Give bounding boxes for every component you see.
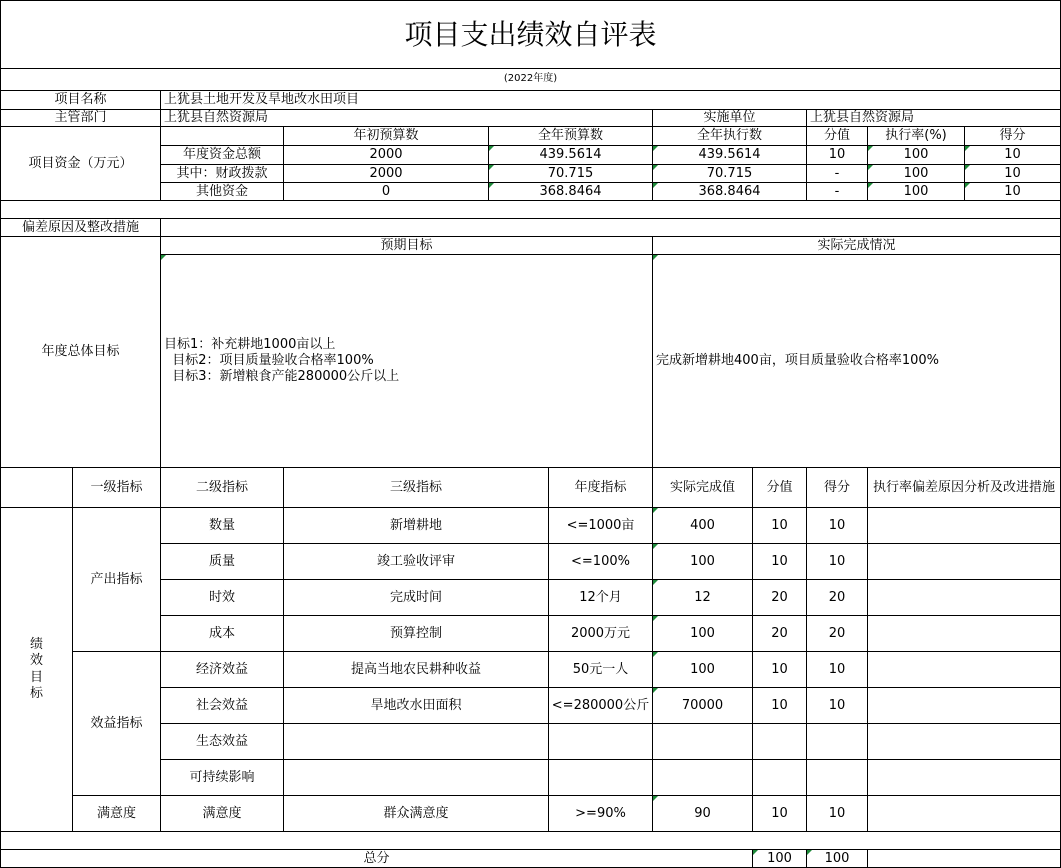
funds-row-annual: 439.5614 (488, 145, 653, 165)
impl-label: 实施单位 (652, 109, 807, 127)
actual-goal-header: 实际完成情况 (652, 236, 1061, 255)
spacer-row (0, 200, 1061, 219)
row-score: 20 (806, 615, 868, 652)
funds-row-rate: 100 (867, 182, 965, 201)
project-name-value: 上犹县土地开发及旱地改水田项目 (160, 90, 1061, 110)
funds-header-executed: 全年执行数 (652, 126, 807, 146)
funds-row-annual: 368.8464 (488, 182, 653, 201)
row-score: 10 (806, 543, 868, 580)
perf-char: 目 (29, 669, 43, 685)
row-level2: 满意度 (160, 795, 284, 832)
row-analysis (867, 723, 1061, 760)
row-actual: 100 (652, 651, 753, 688)
row-score-value: 10 (752, 795, 807, 832)
funds-row-rate: 100 (867, 164, 965, 183)
benefit-indicator-label: 效益指标 (72, 651, 161, 796)
year-note: (2022年度) (0, 68, 1061, 91)
row-actual: 100 (652, 615, 753, 652)
row-score-value: 10 (752, 687, 807, 724)
row-score-value (752, 723, 807, 760)
row-score: 10 (806, 795, 868, 832)
row-level3: 竣工验收评审 (283, 543, 549, 580)
row-level2: 成本 (160, 615, 284, 652)
performance-goal-label (0, 507, 73, 832)
funds-row-annual: 70.715 (488, 164, 653, 183)
row-actual (652, 723, 753, 760)
header-annual: 年度指标 (548, 467, 653, 508)
row-level3 (283, 723, 549, 760)
row-annual (548, 723, 653, 760)
row-level2: 时效 (160, 579, 284, 616)
row-score-value: 10 (752, 651, 807, 688)
expected-goal-cell (160, 254, 653, 468)
actual-goal-text: 完成新增耕地400亩，项目质量验收合格率100% (652, 254, 1061, 468)
header-actual: 实际完成值 (652, 467, 753, 508)
row-annual (548, 759, 653, 796)
indicator-header-blank (0, 467, 73, 508)
row-level2: 可持续影响 (160, 759, 284, 796)
funds-header-blank (160, 126, 284, 146)
page-title: 项目支出绩效自评表 (0, 0, 1061, 69)
row-score: 10 (806, 507, 868, 544)
total-label: 总分 (0, 849, 753, 868)
row-analysis (867, 795, 1061, 832)
funds-row-name: 年度资金总额 (160, 145, 284, 165)
row-score-value: 10 (752, 543, 807, 580)
row-level2: 社会效益 (160, 687, 284, 724)
row-actual: 90 (652, 795, 753, 832)
funds-row-executed: 70.715 (652, 164, 807, 183)
row-actual: 400 (652, 507, 753, 544)
row-level2: 经济效益 (160, 651, 284, 688)
header-level2: 二级指标 (160, 467, 284, 508)
funds-row-rate: 100 (867, 145, 965, 165)
row-analysis (867, 651, 1061, 688)
row-annual: <=100% (548, 543, 653, 580)
row-analysis (867, 507, 1061, 544)
row-level3: 旱地改水田面积 (283, 687, 549, 724)
row-analysis (867, 615, 1061, 652)
funds-header-annual: 全年预算数 (488, 126, 653, 146)
row-score-value: 10 (752, 507, 807, 544)
row-level3 (283, 759, 549, 796)
impl-value: 上犹县自然资源局 (806, 109, 1061, 127)
dept-label: 主管部门 (0, 109, 161, 127)
funds-row-score: 10 (964, 145, 1061, 165)
row-score-value: 20 (752, 579, 807, 616)
row-level2: 数量 (160, 507, 284, 544)
row-annual: 12个月 (548, 579, 653, 616)
funds-header-score-value: 分值 (806, 126, 868, 146)
row-analysis (867, 687, 1061, 724)
row-actual (652, 759, 753, 796)
row-annual: <=1000亩 (548, 507, 653, 544)
row-score-value (752, 759, 807, 796)
funds-header-rate: 执行率(%) (867, 126, 965, 146)
funds-label: 项目资金（万元） (0, 126, 161, 201)
header-score: 得分 (806, 467, 868, 508)
funds-row-executed: 439.5614 (652, 145, 807, 165)
row-analysis (867, 543, 1061, 580)
deviation-label: 偏差原因及整改措施 (0, 218, 161, 237)
row-annual: <=280000公斤 (548, 687, 653, 724)
dept-value: 上犹县自然资源局 (160, 109, 653, 127)
row-analysis (867, 579, 1061, 616)
header-level3: 三级指标 (283, 467, 549, 508)
row-annual: 50元一人 (548, 651, 653, 688)
row-level2: 生态效益 (160, 723, 284, 760)
funds-row-initial: 2000 (283, 164, 489, 183)
expected-goal-header: 预期目标 (160, 236, 653, 255)
funds-row-executed: 368.8464 (652, 182, 807, 201)
perf-char: 效 (29, 653, 43, 669)
row-level3: 提高当地农民耕种收益 (283, 651, 549, 688)
row-score: 10 (806, 687, 868, 724)
row-score-value: 20 (752, 615, 807, 652)
total-analysis (867, 849, 1061, 868)
row-annual: >=90% (548, 795, 653, 832)
header-analysis: 执行率偏差原因分析及改进措施 (867, 467, 1061, 508)
funds-row-score-value: - (806, 164, 868, 183)
funds-row-name: 其他资金 (160, 182, 284, 201)
row-actual: 12 (652, 579, 753, 616)
total-score: 100 (806, 849, 868, 868)
expected-goal-text: 目标1：补充耕地1000亩以上 目标2：项目质量验收合格率100% 目标3：新增粮食产能280000公斤以上 (164, 336, 400, 385)
funds-row-initial: 2000 (283, 145, 489, 165)
funds-row-score: 10 (964, 182, 1061, 201)
row-level3: 新增耕地 (283, 507, 549, 544)
funds-row-score-value: 10 (806, 145, 868, 165)
annual-goal-label: 年度总体目标 (0, 236, 161, 468)
spacer-row (0, 831, 1061, 850)
funds-row-score-value: - (806, 182, 868, 201)
output-indicator-label: 产出指标 (72, 507, 161, 652)
perf-char: 绩 (29, 637, 43, 652)
header-score-value: 分值 (752, 467, 807, 508)
row-analysis (867, 759, 1061, 796)
header-level1: 一级指标 (72, 467, 161, 508)
row-score: 20 (806, 579, 868, 616)
row-annual: 2000万元 (548, 615, 653, 652)
total-score-value: 100 (752, 849, 807, 868)
row-score (806, 759, 868, 796)
satisfaction-indicator-label: 满意度 (72, 795, 161, 832)
project-name-label: 项目名称 (0, 90, 161, 110)
deviation-value (160, 218, 1061, 237)
funds-row-score: 10 (964, 164, 1061, 183)
perf-char: 标 (29, 685, 43, 701)
row-score: 10 (806, 651, 868, 688)
row-level3: 预算控制 (283, 615, 549, 652)
row-actual: 70000 (652, 687, 753, 724)
funds-header-initial: 年初预算数 (283, 126, 489, 146)
row-score (806, 723, 868, 760)
row-level3: 群众满意度 (283, 795, 549, 832)
row-level3: 完成时间 (283, 579, 549, 616)
funds-row-name: 其中：财政拨款 (160, 164, 284, 183)
row-actual: 100 (652, 543, 753, 580)
row-level2: 质量 (160, 543, 284, 580)
funds-row-initial: 0 (283, 182, 489, 201)
funds-header-score: 得分 (964, 126, 1061, 146)
